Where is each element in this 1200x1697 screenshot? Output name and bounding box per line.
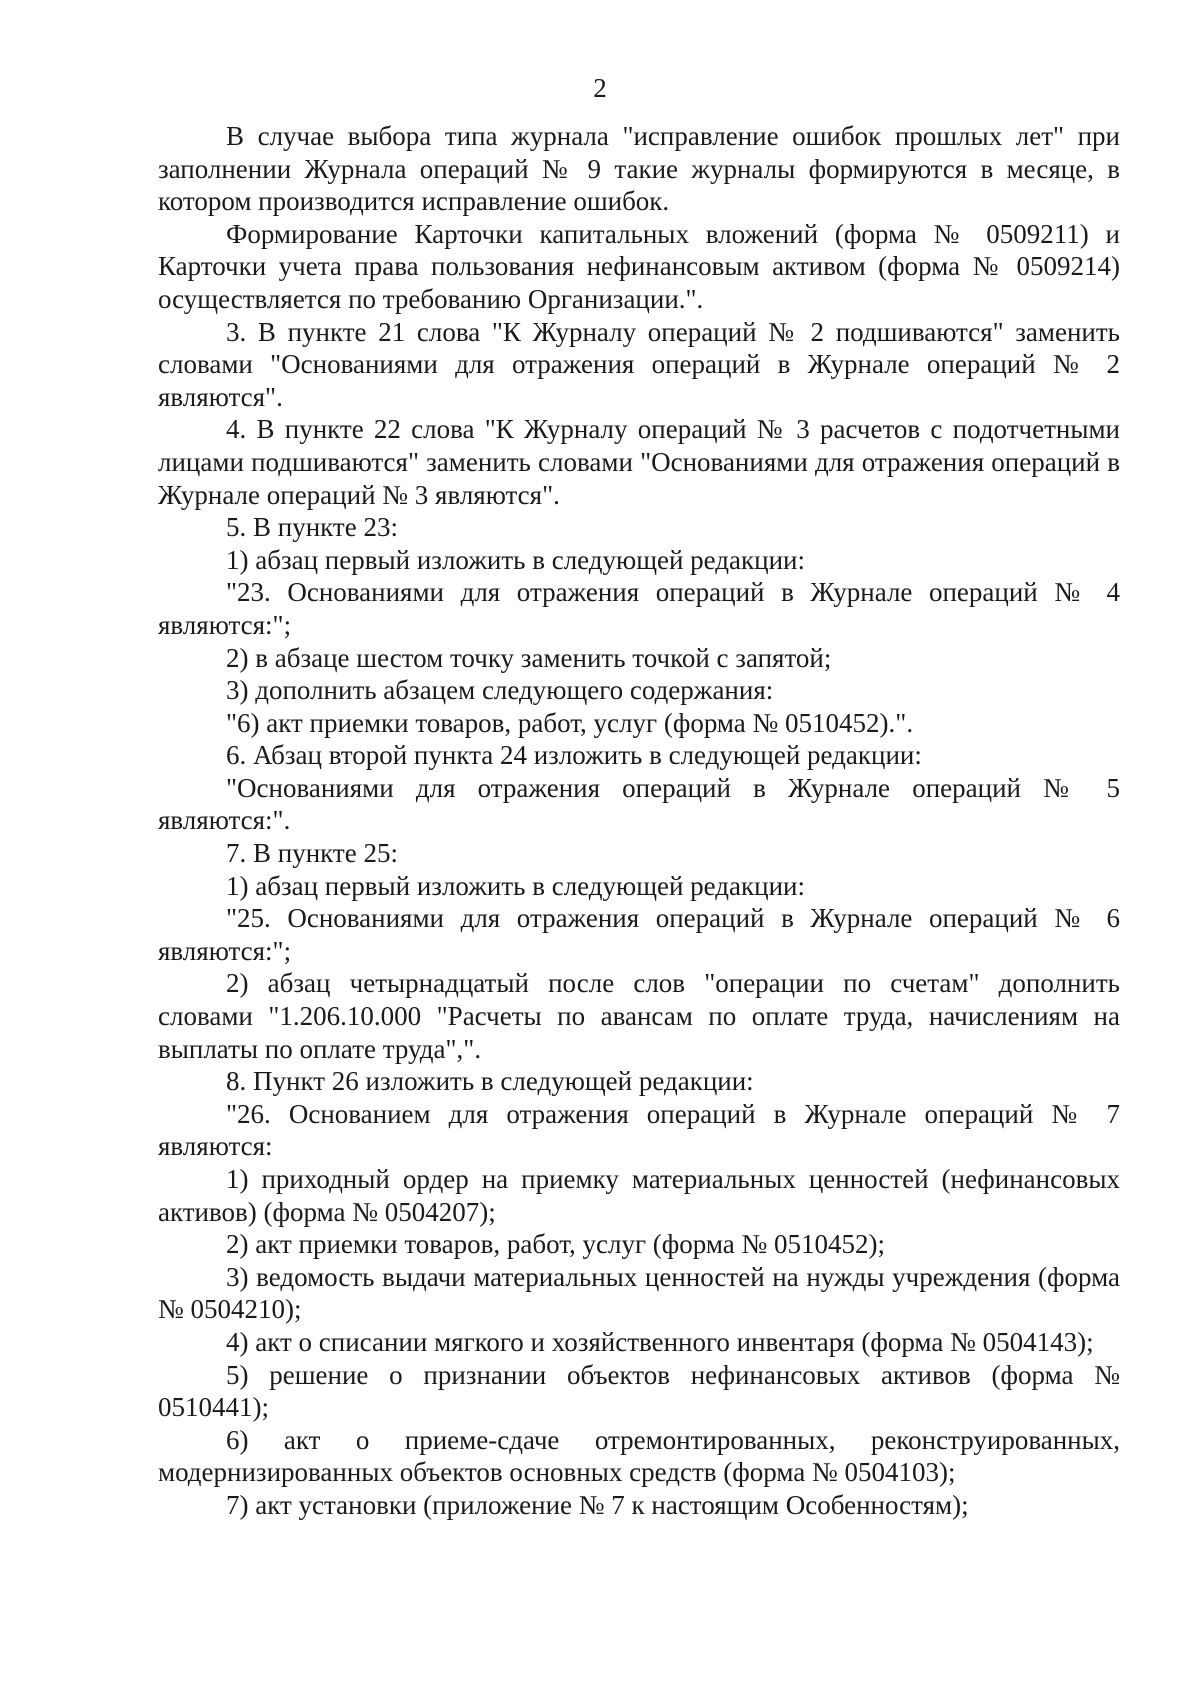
paragraph: 6) акт о приеме-сдаче отремонтированных, реконструированных, модернизированных объектов основных средств (форма № 0504103); — [158, 1424, 1120, 1488]
paragraph: 4. В пункте 22 слова "К Журналу операций № 3 расчетов с подотчетными лицами подшиваются" заменить словами "Основаниями для отражения операций в Журнале операций № 3 являются". — [158, 414, 1120, 510]
paragraph: 2) акт приемки товаров, работ, услуг (форма № 0510452); — [226, 1229, 886, 1260]
paragraph: "25. Основаниями для отражения операций в Журнале операций № 6 являются:"; — [158, 903, 1120, 966]
paragraph: 8. Пункт 26 изложить в следующей редакции: — [226, 1066, 754, 1097]
document-body — [158, 120, 1120, 1522]
paragraph: "23. Основаниями для отражения операций в Журнале операций № 4 являются:"; — [158, 577, 1120, 640]
paragraph: 1) абзац первый изложить в следующей редакции: — [226, 544, 805, 575]
paragraph: 7. В пункте 25: — [226, 838, 398, 869]
paragraph: 1) приходный ордер на приемку материальных ценностей (нефинансовых активов) (форма № 0504207); — [158, 1164, 1120, 1227]
paragraph: 2) абзац четырнадцатый после слов "операции по счетам" дополнить словами "1.206.10.000 "Расчеты по авансам по оплате труда, начислениям на выплаты по оплате труда",". — [158, 968, 1120, 1064]
paragraph: Формирование Карточки капитальных вложений (форма № 0509211) и Карточки учета права пользования нефинансовым активом (форма № 0509214) осуществляется по требованию Организации.". — [158, 218, 1120, 314]
paragraph: "26. Основанием для отражения операций в Журнале операций № 7 являются: — [158, 1098, 1120, 1162]
paragraph: 3) дополнить абзацем следующего содержания: — [226, 675, 774, 706]
paragraph: "6) акт приемки товаров, работ, услуг (форма № 0510452).". — [226, 707, 914, 738]
paragraph: 5) решение о признании объектов нефинансовых активов (форма № 0510441); — [158, 1359, 1120, 1423]
paragraph: 2) в абзаце шестом точку заменить точкой с запятой; — [226, 642, 832, 673]
paragraph: 4) акт о списании мягкого и хозяйственного инвентаря (форма № 0504143); — [226, 1326, 1094, 1357]
paragraph: 1) абзац первый изложить в следующей редакции: — [226, 870, 805, 901]
paragraph: 6. Абзац второй пункта 24 изложить в следующей редакции: — [226, 740, 922, 771]
page-number: 2 — [593, 73, 607, 103]
paragraph: В случае выбора типа журнала "исправление ошибок прошлых лет" при заполнении Журнала операций № 9 такие журналы формируются в месяце, в котором производится исправление ошибок. — [158, 121, 1120, 217]
paragraph: 7) акт установки (приложение № 7 к настоящим Особенностям); — [226, 1489, 969, 1520]
paragraph: 3. В пункте 21 слова "К Журналу операций № 2 подшиваются" заменить словами "Основаниями для отражения операций в Журнале операций № 2 являются". — [158, 316, 1120, 412]
paragraph: 5. В пункте 23: — [226, 512, 398, 543]
paragraph: 3) ведомость выдачи материальных ценностей на нужды учреждения (форма № 0504210); — [158, 1261, 1120, 1325]
paragraph: "Основаниями для отражения операций в Журнале операций № 5 являются:". — [158, 772, 1120, 836]
